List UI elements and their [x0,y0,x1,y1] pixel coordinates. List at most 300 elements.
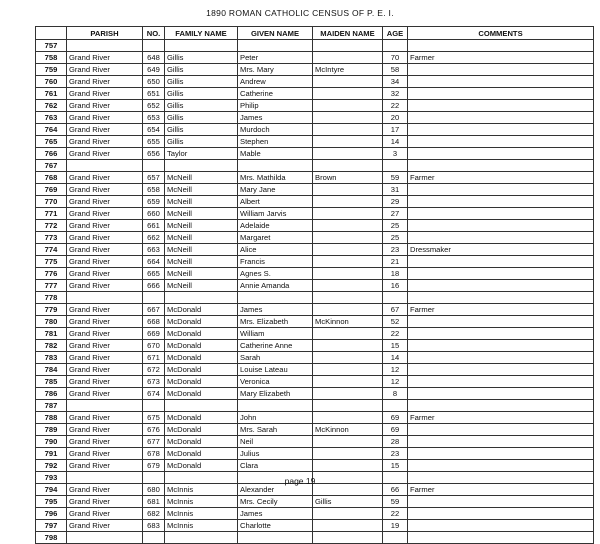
maiden-name-cell: McKinnon [313,316,383,328]
table-row [36,328,594,340]
family-name-cell: McNeill [165,268,238,280]
parish-cell: Grand River [67,376,143,388]
maiden-name-cell [313,280,383,292]
age-cell: 32 [383,88,408,100]
given-name-cell: Murdoch [238,124,313,136]
parish-cell: Grand River [67,220,143,232]
maiden-name-cell [313,112,383,124]
table-row [36,136,594,148]
comments-cell [408,400,594,412]
row-number: 794 [36,484,67,496]
maiden-name-cell [313,508,383,520]
age-cell: 28 [383,436,408,448]
comments-cell [408,196,594,208]
maiden-name-cell [313,532,383,544]
no-cell: 674 [143,388,165,400]
no-cell: 682 [143,508,165,520]
given-name-cell: Julius [238,448,313,460]
no-cell: 657 [143,172,165,184]
age-cell: 52 [383,316,408,328]
comments-cell [408,112,594,124]
maiden-name-cell: Brown [313,172,383,184]
maiden-name-cell [313,364,383,376]
family-name-cell: Gillis [165,52,238,64]
given-name-cell: Stephen [238,136,313,148]
parish-cell: Grand River [67,148,143,160]
maiden-name-cell [313,220,383,232]
table-row [36,532,594,544]
comments-cell [408,508,594,520]
row-number: 796 [36,508,67,520]
age-cell: 67 [383,304,408,316]
age-cell: 23 [383,244,408,256]
table-row [36,448,594,460]
age-cell [383,532,408,544]
family-name-cell: McInnis [165,496,238,508]
given-name-cell: Alice [238,244,313,256]
header-family-name: FAMILY NAME [165,27,238,40]
comments-cell [408,292,594,304]
no-cell: 670 [143,340,165,352]
comments-cell [408,424,594,436]
parish-cell: Grand River [67,64,143,76]
given-name-cell: Peter [238,52,313,64]
maiden-name-cell [313,292,383,304]
given-name-cell: Clara [238,460,313,472]
given-name-cell [238,160,313,172]
age-cell: 23 [383,448,408,460]
comments-cell [408,388,594,400]
age-cell: 14 [383,352,408,364]
comments-cell [408,220,594,232]
table-row [36,280,594,292]
family-name-cell [165,400,238,412]
no-cell [143,532,165,544]
no-cell: 660 [143,208,165,220]
comments-cell [408,256,594,268]
row-number: 781 [36,328,67,340]
age-cell: 27 [383,208,408,220]
age-cell: 15 [383,460,408,472]
family-name-cell: McDonald [165,436,238,448]
header-no: NO. [143,27,165,40]
maiden-name-cell [313,460,383,472]
table-row [36,244,594,256]
comments-cell [408,352,594,364]
age-cell: 34 [383,76,408,88]
no-cell: 659 [143,196,165,208]
no-cell: 668 [143,316,165,328]
age-cell: 20 [383,112,408,124]
header-comments: COMMENTS [408,27,594,40]
given-name-cell: Mary Elizabeth [238,388,313,400]
given-name-cell: Catherine Anne [238,340,313,352]
age-cell [383,292,408,304]
parish-cell [67,160,143,172]
no-cell: 667 [143,304,165,316]
no-cell: 664 [143,256,165,268]
table-row [36,268,594,280]
table-row [36,112,594,124]
family-name-cell [165,160,238,172]
family-name-cell: Gillis [165,136,238,148]
no-cell: 648 [143,52,165,64]
maiden-name-cell [313,184,383,196]
age-cell: 70 [383,52,408,64]
age-cell: 69 [383,424,408,436]
maiden-name-cell [313,208,383,220]
maiden-name-cell [313,232,383,244]
given-name-cell: Francis [238,256,313,268]
maiden-name-cell [313,388,383,400]
comments-cell [408,520,594,532]
table-row [36,376,594,388]
parish-cell: Grand River [67,52,143,64]
family-name-cell: McNeill [165,256,238,268]
row-number: 768 [36,172,67,184]
maiden-name-cell [313,40,383,52]
comments-cell [408,328,594,340]
parish-cell: Grand River [67,496,143,508]
family-name-cell: McNeill [165,232,238,244]
given-name-cell: John [238,412,313,424]
maiden-name-cell [313,304,383,316]
table-row [36,436,594,448]
row-number: 761 [36,88,67,100]
table-row [36,424,594,436]
row-number: 791 [36,448,67,460]
table-row [36,124,594,136]
family-name-cell: McDonald [165,412,238,424]
age-cell: 69 [383,412,408,424]
parish-cell: Grand River [67,412,143,424]
row-number: 763 [36,112,67,124]
row-number: 784 [36,364,67,376]
table-row [36,148,594,160]
row-number: 788 [36,412,67,424]
table-row [36,508,594,520]
family-name-cell: Gillis [165,76,238,88]
no-cell: 681 [143,496,165,508]
given-name-cell: Sarah [238,352,313,364]
table-row [36,388,594,400]
no-cell: 683 [143,520,165,532]
table-row [36,292,594,304]
no-cell: 654 [143,124,165,136]
given-name-cell: Mable [238,148,313,160]
parish-cell: Grand River [67,196,143,208]
given-name-cell: James [238,508,313,520]
maiden-name-cell [313,76,383,88]
maiden-name-cell [313,352,383,364]
table-row [36,496,594,508]
row-number: 778 [36,292,67,304]
row-number: 760 [36,76,67,88]
maiden-name-cell [313,100,383,112]
age-cell: 19 [383,520,408,532]
no-cell: 655 [143,136,165,148]
row-number: 798 [36,532,67,544]
family-name-cell [165,292,238,304]
row-number: 770 [36,196,67,208]
family-name-cell: McNeill [165,208,238,220]
family-name-cell: McNeill [165,220,238,232]
row-number: 757 [36,40,67,52]
no-cell: 672 [143,364,165,376]
given-name-cell: Margaret [238,232,313,244]
given-name-cell: William [238,328,313,340]
row-number: 776 [36,268,67,280]
given-name-cell: Neil [238,436,313,448]
row-number: 795 [36,496,67,508]
table-row [36,412,594,424]
no-cell: 653 [143,112,165,124]
maiden-name-cell: McKinnon [313,424,383,436]
no-cell [143,400,165,412]
family-name-cell: Gillis [165,124,238,136]
family-name-cell: McDonald [165,352,238,364]
comments-cell [408,532,594,544]
table-row [36,196,594,208]
family-name-cell: McInnis [165,484,238,496]
maiden-name-cell [313,136,383,148]
page-number: page 19 [284,476,316,486]
parish-cell: Grand River [67,208,143,220]
family-name-cell: Gillis [165,64,238,76]
parish-cell: Grand River [67,484,143,496]
maiden-name-cell [313,244,383,256]
age-cell: 15 [383,340,408,352]
parish-cell: Grand River [67,184,143,196]
no-cell: 679 [143,460,165,472]
parish-cell: Grand River [67,388,143,400]
row-number: 783 [36,352,67,364]
parish-cell: Grand River [67,256,143,268]
family-name-cell: McInnis [165,508,238,520]
comments-cell [408,496,594,508]
header-given-name: GIVEN NAME [238,27,313,40]
parish-cell [67,40,143,52]
comments-cell: Farmer [408,172,594,184]
no-cell: 658 [143,184,165,196]
no-cell: 650 [143,76,165,88]
age-cell: 25 [383,220,408,232]
given-name-cell: Albert [238,196,313,208]
row-number: 759 [36,64,67,76]
parish-cell: Grand River [67,520,143,532]
maiden-name-cell [313,448,383,460]
table-row [36,460,594,472]
given-name-cell: Mrs. Sarah [238,424,313,436]
no-cell: 662 [143,232,165,244]
maiden-name-cell [313,340,383,352]
row-number: 789 [36,424,67,436]
no-cell: 671 [143,352,165,364]
no-cell: 675 [143,412,165,424]
parish-cell: Grand River [67,112,143,124]
comments-cell [408,148,594,160]
age-cell: 16 [383,280,408,292]
parish-cell: Grand River [67,124,143,136]
age-cell: 59 [383,496,408,508]
given-name-cell: Mrs. Elizabeth [238,316,313,328]
parish-cell: Grand River [67,424,143,436]
no-cell: 665 [143,268,165,280]
age-cell: 58 [383,64,408,76]
family-name-cell: McDonald [165,388,238,400]
row-number: 787 [36,400,67,412]
table-row [36,304,594,316]
parish-cell: Grand River [67,364,143,376]
family-name-cell: McNeill [165,172,238,184]
comments-cell [408,160,594,172]
table-row [36,364,594,376]
comments-cell: Farmer [408,484,594,496]
no-cell: 669 [143,328,165,340]
table-row [36,220,594,232]
table-row [36,88,594,100]
parish-cell: Grand River [67,340,143,352]
row-number: 762 [36,100,67,112]
no-cell: 651 [143,88,165,100]
row-number: 772 [36,220,67,232]
parish-cell: Grand River [67,316,143,328]
age-cell: 21 [383,256,408,268]
table-row [36,340,594,352]
comments-cell [408,100,594,112]
family-name-cell: Taylor [165,148,238,160]
table-row [36,256,594,268]
comments-cell [408,64,594,76]
family-name-cell: Gillis [165,112,238,124]
family-name-cell: McDonald [165,364,238,376]
parish-cell: Grand River [67,268,143,280]
comments-cell [408,364,594,376]
maiden-name-cell [313,148,383,160]
maiden-name-cell [313,328,383,340]
maiden-name-cell [313,52,383,64]
maiden-name-cell [313,436,383,448]
maiden-name-cell [313,520,383,532]
table-row [36,100,594,112]
no-cell: 678 [143,448,165,460]
given-name-cell: Agnes S. [238,268,313,280]
parish-cell: Grand River [67,244,143,256]
comments-cell [408,40,594,52]
parish-cell: Grand River [67,76,143,88]
row-number: 790 [36,436,67,448]
comments-cell: Farmer [408,304,594,316]
given-name-cell: Mrs. Mathilda [238,172,313,184]
parish-cell: Grand River [67,88,143,100]
comments-cell [408,76,594,88]
family-name-cell: McInnis [165,520,238,532]
table-row [36,184,594,196]
table-row [36,232,594,244]
age-cell: 8 [383,388,408,400]
table-row [36,520,594,532]
family-name-cell: McDonald [165,304,238,316]
header-age: AGE [383,27,408,40]
table-row [36,316,594,328]
parish-cell: Grand River [67,172,143,184]
maiden-name-cell [313,376,383,388]
header-row-number [36,27,67,40]
table-row [36,40,594,52]
given-name-cell: Annie Amanda [238,280,313,292]
given-name-cell: James [238,304,313,316]
family-name-cell: McDonald [165,448,238,460]
family-name-cell: Gillis [165,100,238,112]
maiden-name-cell [313,256,383,268]
parish-cell: Grand River [67,460,143,472]
family-name-cell: McDonald [165,340,238,352]
no-cell: 680 [143,484,165,496]
maiden-name-cell [313,124,383,136]
no-cell: 666 [143,280,165,292]
row-number: 766 [36,148,67,160]
family-name-cell: McDonald [165,328,238,340]
comments-cell [408,184,594,196]
family-name-cell: McNeill [165,184,238,196]
age-cell [383,400,408,412]
table-row [36,208,594,220]
family-name-cell: McDonald [165,424,238,436]
maiden-name-cell [313,160,383,172]
age-cell [383,160,408,172]
age-cell: 66 [383,484,408,496]
page-title: 1890 ROMAN CATHOLIC CENSUS OF P. E. I. [206,8,394,18]
comments-cell [408,124,594,136]
no-cell: 677 [143,436,165,448]
parish-cell [67,400,143,412]
parish-cell: Grand River [67,352,143,364]
given-name-cell: Catherine [238,88,313,100]
row-number: 764 [36,124,67,136]
family-name-cell: Gillis [165,88,238,100]
header-parish: PARISH [67,27,143,40]
age-cell: 59 [383,172,408,184]
given-name-cell: Mrs. Mary [238,64,313,76]
table-row [36,352,594,364]
table-row [36,160,594,172]
age-cell: 12 [383,364,408,376]
parish-cell: Grand River [67,328,143,340]
given-name-cell [238,40,313,52]
family-name-cell: McNeill [165,244,238,256]
family-name-cell: McDonald [165,316,238,328]
given-name-cell: William Jarvis [238,208,313,220]
no-cell: 649 [143,64,165,76]
table-row [36,76,594,88]
comments-cell: Farmer [408,52,594,64]
maiden-name-cell [313,412,383,424]
no-cell: 663 [143,244,165,256]
parish-cell: Grand River [67,280,143,292]
parish-cell: Grand River [67,508,143,520]
age-cell: 3 [383,148,408,160]
comments-cell [408,280,594,292]
given-name-cell: Philip [238,100,313,112]
parish-cell: Grand River [67,136,143,148]
maiden-name-cell [313,88,383,100]
maiden-name-cell [313,268,383,280]
no-cell [143,160,165,172]
comments-cell [408,316,594,328]
row-number: 777 [36,280,67,292]
given-name-cell [238,532,313,544]
parish-cell: Grand River [67,448,143,460]
